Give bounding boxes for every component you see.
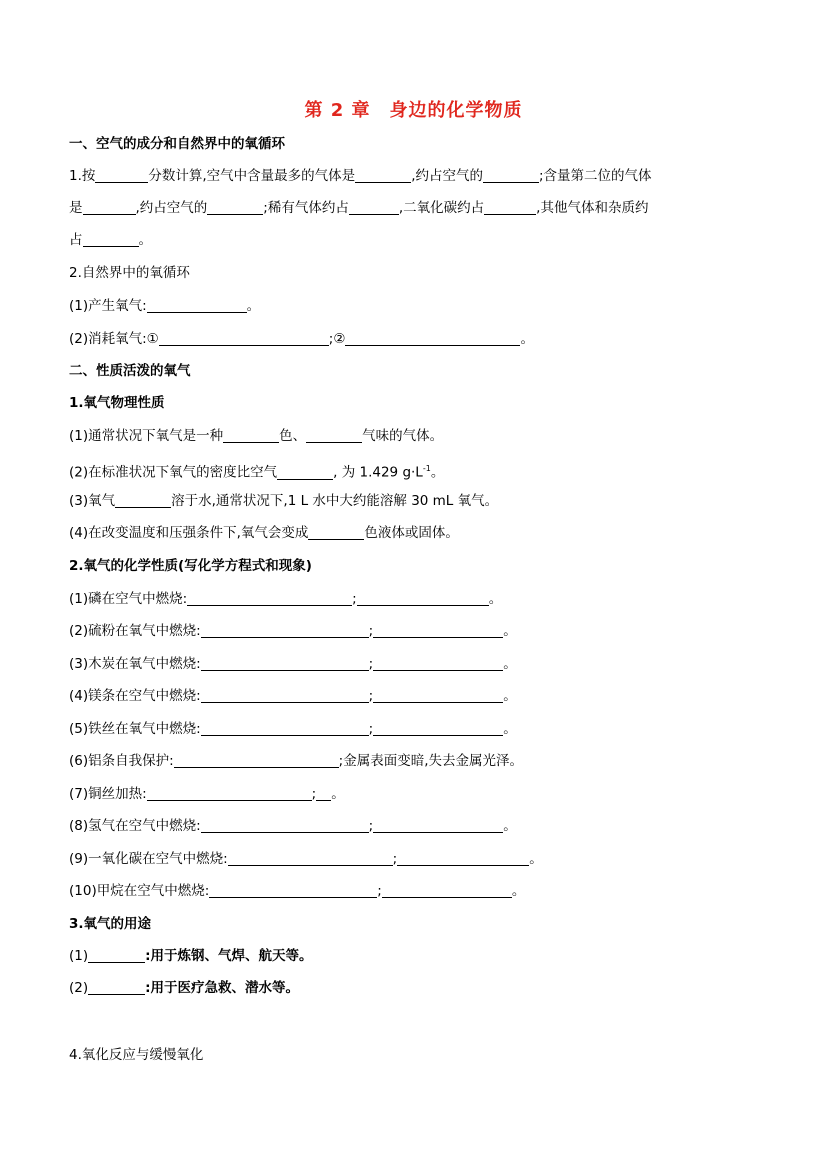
sub4-heading: 4.氧化反应与缓慢氧化 bbox=[69, 1047, 204, 1063]
q1-line-1: 1.按 分数计算,空气中含量最多的气体是 ,约占空气的 ;含量第二位的气体 bbox=[69, 168, 652, 184]
chem-item-10: (10)甲烷在空气中燃烧: ; 。 bbox=[69, 883, 526, 899]
blank[interactable] bbox=[209, 883, 377, 898]
blank[interactable] bbox=[373, 656, 503, 671]
section-2-heading: 二、性质活泼的氧气 bbox=[69, 363, 191, 379]
chem-item-8: (8)氢气在空气中燃烧: ; 。 bbox=[69, 818, 517, 834]
chem-item-5: (5)铁丝在氧气中燃烧: ; 。 bbox=[69, 721, 517, 737]
blank[interactable] bbox=[115, 493, 171, 508]
blank[interactable] bbox=[397, 851, 529, 866]
chem-item-3: (3)木炭在氧气中燃烧: ; 。 bbox=[69, 656, 517, 672]
blank[interactable] bbox=[95, 168, 148, 183]
blank[interactable] bbox=[306, 428, 362, 443]
blank[interactable] bbox=[316, 786, 331, 801]
blank[interactable] bbox=[373, 818, 503, 833]
blank[interactable] bbox=[201, 623, 369, 638]
blank[interactable] bbox=[88, 980, 145, 995]
blank[interactable] bbox=[228, 851, 393, 866]
chem-item-6: (6)铝条自我保护: ;金属表面变暗,失去金属光泽。 bbox=[69, 753, 524, 769]
blank[interactable] bbox=[308, 525, 364, 540]
physical-line-1: (1)通常状况下氧气是一种 色、 气味的气体。 bbox=[69, 428, 444, 444]
physical-line-2: (2)在标准状况下氧气的密度比空气 , 为 1.429 $g\cdot L^{-1}$。 bbox=[69, 464, 445, 481]
blank[interactable] bbox=[147, 786, 312, 801]
blank[interactable] bbox=[201, 688, 369, 703]
blank[interactable] bbox=[187, 591, 352, 606]
q2-part-1: (1)产生氧气: 。 bbox=[69, 298, 261, 314]
blank[interactable] bbox=[277, 465, 333, 480]
blank[interactable] bbox=[201, 818, 369, 833]
chem-item-7: (7)铜丝加热: ; 。 bbox=[69, 786, 345, 802]
blank[interactable] bbox=[83, 200, 136, 215]
sub1-heading: 1.氧气物理性质 bbox=[69, 395, 165, 411]
physical-line-3: (3)氧气 溶于水,通常状况下,1 L 水中大约能溶解 30 mL 氧气。 bbox=[69, 493, 499, 509]
blank[interactable] bbox=[484, 200, 536, 215]
blank[interactable] bbox=[345, 331, 520, 346]
blank[interactable] bbox=[159, 331, 329, 346]
blank[interactable] bbox=[355, 168, 411, 183]
blank[interactable] bbox=[174, 753, 339, 768]
blank[interactable] bbox=[83, 232, 139, 247]
page-title: 第 2 章 身边的化学物质 bbox=[304, 100, 523, 121]
blank[interactable] bbox=[207, 200, 263, 215]
q2-heading: 2.自然界中的氧循环 bbox=[69, 265, 190, 281]
blank[interactable] bbox=[201, 656, 369, 671]
blank[interactable] bbox=[382, 883, 512, 898]
q2-part-2: (2)消耗氧气:① ;② 。 bbox=[69, 331, 534, 347]
blank[interactable] bbox=[201, 721, 369, 736]
chem-item-2: (2)硫粉在氧气中燃烧: ; 。 bbox=[69, 623, 517, 639]
blank[interactable] bbox=[349, 200, 399, 215]
physical-line-4: (4)在改变温度和压强条件下,氧气会变成 色液体或固体。 bbox=[69, 525, 459, 541]
chem-item-4: (4)镁条在空气中燃烧: ; 。 bbox=[69, 688, 517, 704]
section-1-heading: 一、空气的成分和自然界中的氧循环 bbox=[69, 136, 285, 152]
blank[interactable] bbox=[223, 428, 279, 443]
chem-item-9: (9)一氧化碳在空气中燃烧: ; 。 bbox=[69, 851, 543, 867]
sub2-heading: 2.氧气的化学性质(写化学方程式和现象) bbox=[69, 558, 312, 574]
q1-line-3: 占 。 bbox=[69, 232, 152, 248]
blank[interactable] bbox=[373, 623, 503, 638]
blank[interactable] bbox=[88, 948, 145, 963]
blank[interactable] bbox=[147, 298, 247, 313]
blank[interactable] bbox=[373, 721, 503, 736]
blank[interactable] bbox=[373, 688, 503, 703]
use-line-1: (1) :用于炼钢、气焊、航天等。 bbox=[69, 948, 313, 964]
blank[interactable] bbox=[357, 591, 489, 606]
sub3-heading: 3.氧气的用途 bbox=[69, 916, 152, 932]
use-line-2: (2) :用于医疗急救、潜水等。 bbox=[69, 980, 300, 996]
q1-line-2: 是 ,约占空气的 ;稀有气体约占 ,二氧化碳约占 ,其他气体和杂质约 bbox=[69, 200, 649, 216]
chem-item-1: (1)磷在空气中燃烧: ; 。 bbox=[69, 591, 503, 607]
blank[interactable] bbox=[483, 168, 539, 183]
